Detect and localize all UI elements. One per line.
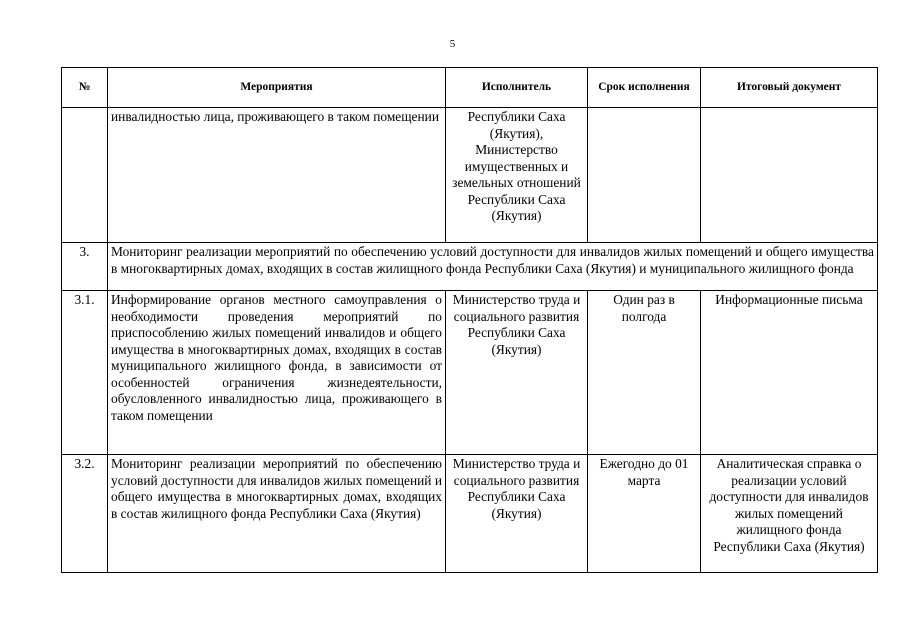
row-number — [62, 108, 108, 243]
row-deadline — [588, 108, 701, 243]
row-activity: инвалидностью лица, проживающего в таком помещении — [108, 108, 446, 243]
row-deadline: Ежегодно до 01 марта — [588, 455, 701, 573]
header-number: № — [62, 68, 108, 108]
row-number: 3.1. — [62, 291, 108, 455]
row-document: Информационные письма — [701, 291, 878, 455]
header-activity: Мероприятия — [108, 68, 446, 108]
row-document — [701, 108, 878, 243]
row-activity: Мониторинг реализации мероприятий по обеспечению условий доступности для инвалидов жилых помещений и общего имущества в многоквартирных домах, входящих в состав жилищного фонда Республики Саха (Якутия) — [108, 455, 446, 573]
header-executor: Исполнитель — [446, 68, 588, 108]
section-title: Мониторинг реализации мероприятий по обеспечению условий доступности для инвалидов жилых помещений и общего имущества в многоквартирных домах, входящих в состав жилищного фонда Республики Саха (Якутия) и муниципального жилищного фонда — [108, 243, 878, 291]
header-deadline: Срок исполнения — [588, 68, 701, 108]
row-activity: Информирование органов местного самоуправления о необходимости проведения мероприятий по приспособлению жилых помещений инвалидов и общего имущества в многоквартирных домах, входящих в состав муниципального жилищного фонда, в зависимости от особенностей ограничения жизнедеятельности, обусловленного инвалидностью лица, проживающего в таком помещении — [108, 291, 446, 455]
row-deadline: Один раз в полгода — [588, 291, 701, 455]
row-document: Аналитическая справка о реализации условий доступности для инвалидов жилых помещений жилищного фонда Республики Саха (Якутия) — [701, 455, 878, 573]
table-row — [62, 108, 878, 243]
table-header-row — [62, 68, 878, 108]
page-number: 5 — [449, 38, 456, 50]
row-executor: Министерство труда и социального развития Республики Саха (Якутия) — [446, 291, 588, 455]
activities-table — [61, 67, 878, 573]
table-row — [62, 291, 878, 455]
header-document: Итоговый документ — [701, 68, 878, 108]
row-number: 3.2. — [62, 455, 108, 573]
table-row — [62, 455, 878, 573]
section-row — [62, 243, 878, 291]
row-executor: Республики Саха (Якутия), Министерство имущественных и земельных отношений Республики Саха (Якутия) — [446, 108, 588, 243]
row-executor: Министерство труда и социального развития Республики Саха (Якутия) — [446, 455, 588, 573]
row-number: 3. — [62, 243, 108, 291]
